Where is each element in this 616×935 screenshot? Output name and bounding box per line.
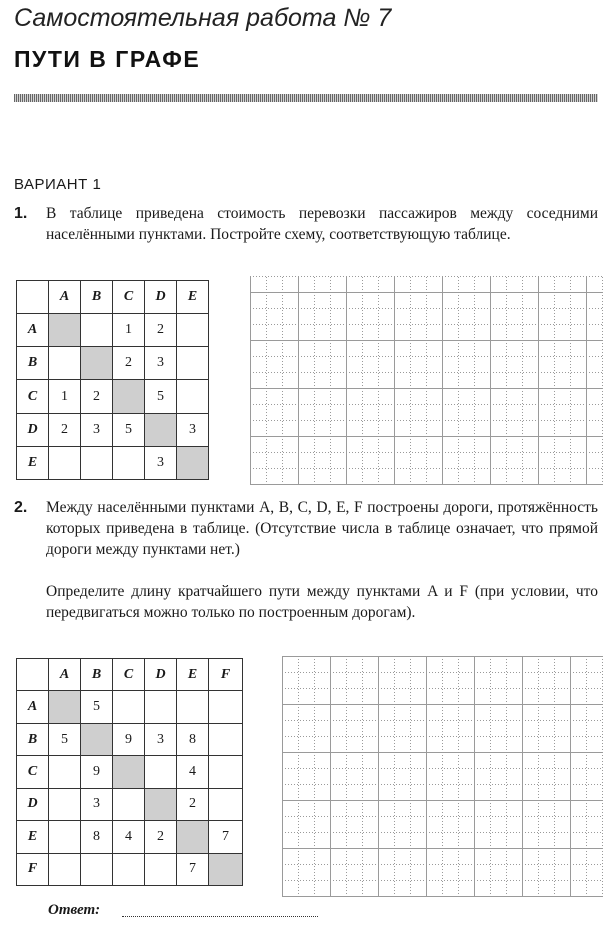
table-cell: 5 — [81, 691, 113, 723]
table-row — [17, 788, 243, 820]
table-cell: 2 — [49, 413, 81, 446]
table-cell — [145, 691, 177, 723]
table-cell — [113, 446, 145, 479]
table-cell: 8 — [177, 723, 209, 755]
task1-text: В таблице приведена стоимость перевозки пассажиров между соседними населёнными пунктами. Постройте схему, соответствующую таблице. — [46, 205, 598, 243]
row-header: C — [17, 756, 49, 788]
column-header: C — [113, 281, 145, 314]
table-cell: 3 — [177, 413, 209, 446]
table-cell — [113, 756, 145, 788]
task1-grid-sheet[interactable] — [250, 276, 603, 485]
row-header: F — [17, 853, 49, 885]
table-row — [17, 853, 243, 885]
table-cell — [177, 380, 209, 413]
table-row — [17, 314, 209, 347]
column-header: D — [145, 659, 177, 691]
column-header: F — [209, 659, 243, 691]
table-cell — [177, 821, 209, 853]
table-cell: 4 — [113, 821, 145, 853]
row-header: A — [17, 314, 49, 347]
table-cell: 5 — [145, 380, 177, 413]
work-title: Самостоятельная работа № 7 — [14, 4, 392, 32]
table-cell — [49, 347, 81, 380]
table-cell: 9 — [113, 723, 145, 755]
table-cell: 7 — [209, 821, 243, 853]
table-cell — [177, 691, 209, 723]
table-cell — [209, 691, 243, 723]
task2-text: Между населёнными пунктами A, B, C, D, E, F построены дороги, протяжённость которых приведена в таблице. (Отсутствие числа в таблице означает, что прямой дороги между пунктами нет.) — [46, 499, 598, 558]
task1-number: 1. — [14, 205, 28, 222]
row-header: E — [17, 821, 49, 853]
task2-grid-sheet[interactable] — [282, 656, 603, 897]
table-row — [17, 821, 243, 853]
table-cell: 9 — [81, 756, 113, 788]
table-row — [17, 756, 243, 788]
table-cell: 2 — [145, 821, 177, 853]
table-cell: 5 — [113, 413, 145, 446]
table-cell: 2 — [113, 347, 145, 380]
table-row — [17, 347, 209, 380]
variant-label: ВАРИАНТ 1 — [14, 176, 102, 193]
table-cell — [49, 314, 81, 347]
table-cell: 2 — [81, 380, 113, 413]
table-cell — [177, 347, 209, 380]
column-header: A — [49, 659, 81, 691]
table-cell — [81, 723, 113, 755]
row-header: D — [17, 788, 49, 820]
task2-table — [16, 658, 243, 886]
table-cell: 5 — [49, 723, 81, 755]
table-cell — [209, 853, 243, 885]
table-cell: 3 — [81, 413, 113, 446]
table-cell — [113, 788, 145, 820]
table-cell — [177, 314, 209, 347]
table-cell: 3 — [81, 788, 113, 820]
column-header: B — [81, 659, 113, 691]
task1-table — [16, 280, 209, 480]
table-cell: 3 — [145, 723, 177, 755]
task2-number: 2. — [14, 499, 28, 516]
table-row — [17, 723, 243, 755]
task2-question: Определите длину кратчайшего пути между пунктами A и F (при условии, что передвигаться можно только по построенным дорогам). — [46, 583, 598, 621]
table-cell: 1 — [113, 314, 145, 347]
table-cell — [81, 347, 113, 380]
row-header: C — [17, 380, 49, 413]
table-row — [17, 413, 209, 446]
table-cell — [81, 853, 113, 885]
table-cell — [145, 413, 177, 446]
table-corner-cell — [17, 281, 49, 314]
table-cell — [113, 853, 145, 885]
header-divider — [14, 94, 598, 102]
table-cell — [113, 691, 145, 723]
table-cell — [113, 380, 145, 413]
topic-title: ПУТИ В ГРАФЕ — [14, 46, 201, 72]
table-cell — [49, 691, 81, 723]
table-cell: 2 — [145, 314, 177, 347]
table-cell — [49, 446, 81, 479]
column-header: D — [145, 281, 177, 314]
table-cell — [145, 788, 177, 820]
table-cell — [209, 723, 243, 755]
table-cell — [81, 314, 113, 347]
row-header: D — [17, 413, 49, 446]
table-cell — [209, 788, 243, 820]
row-header: B — [17, 347, 49, 380]
table-cell — [145, 756, 177, 788]
table-cell: 3 — [145, 446, 177, 479]
table-cell: 7 — [177, 853, 209, 885]
column-header: E — [177, 659, 209, 691]
column-header: E — [177, 281, 209, 314]
table-cell — [209, 756, 243, 788]
table-cell: 2 — [177, 788, 209, 820]
row-header: E — [17, 446, 49, 479]
table-corner-cell — [17, 659, 49, 691]
table-row — [17, 446, 209, 479]
table-cell — [81, 446, 113, 479]
column-header: A — [49, 281, 81, 314]
table-cell: 4 — [177, 756, 209, 788]
column-header: B — [81, 281, 113, 314]
table-row — [17, 691, 243, 723]
row-header: B — [17, 723, 49, 755]
table-cell — [49, 788, 81, 820]
table-cell: 3 — [145, 347, 177, 380]
column-header: C — [113, 659, 145, 691]
table-row — [17, 380, 209, 413]
table-cell — [145, 853, 177, 885]
table-cell — [49, 853, 81, 885]
table-cell — [177, 446, 209, 479]
table-cell: 1 — [49, 380, 81, 413]
table-cell: 8 — [81, 821, 113, 853]
row-header: A — [17, 691, 49, 723]
answer-label: Ответ: — [48, 902, 101, 918]
answer-field[interactable] — [122, 916, 318, 917]
table-cell — [49, 756, 81, 788]
table-cell — [49, 821, 81, 853]
